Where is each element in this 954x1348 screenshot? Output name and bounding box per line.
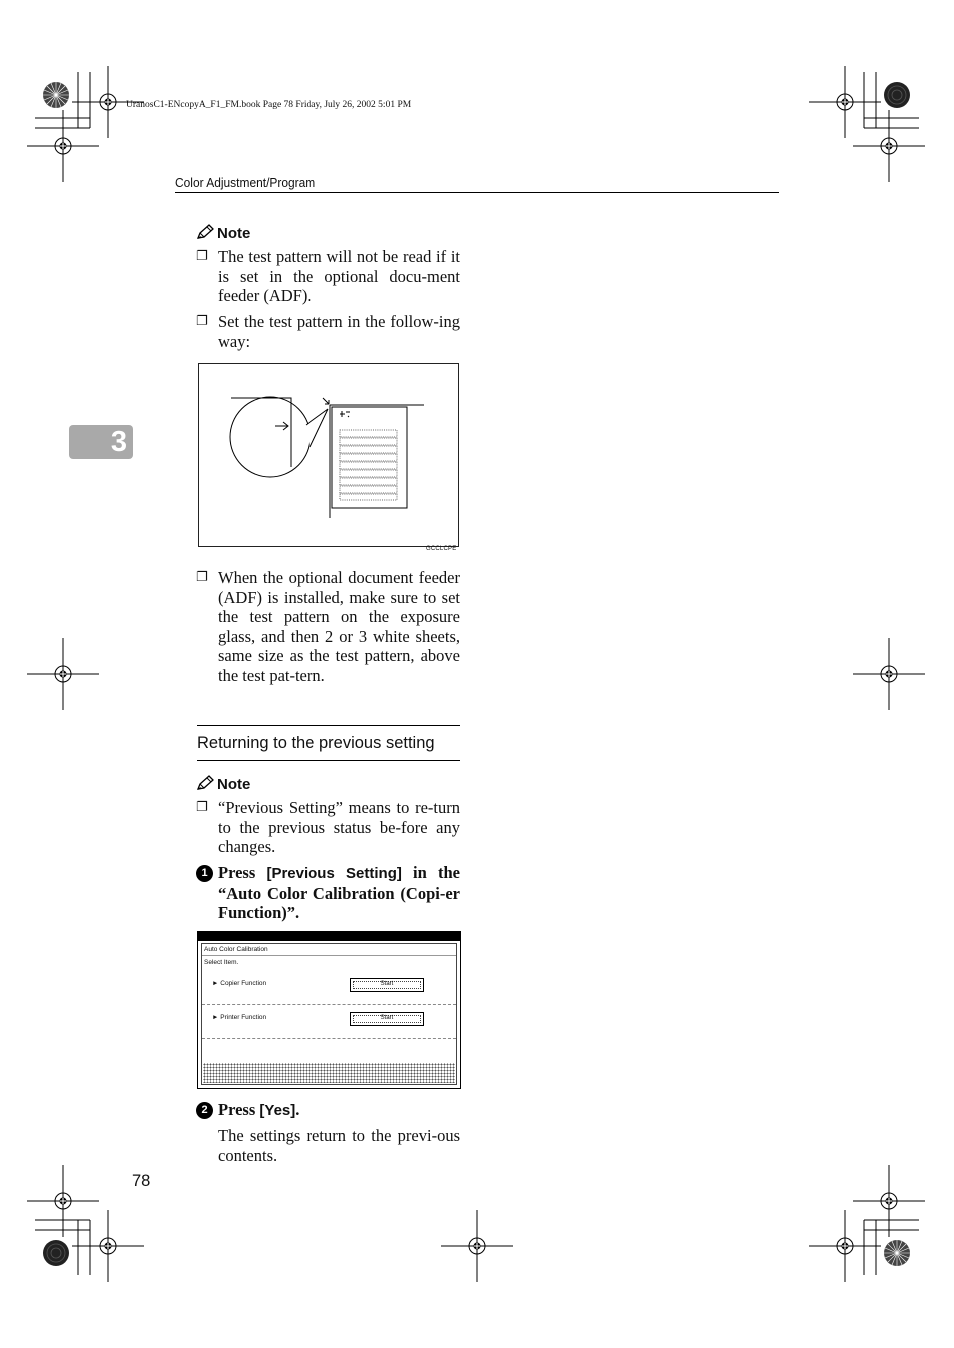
crosshair-registration-icon <box>809 66 881 138</box>
note-heading-label: Note <box>217 776 251 793</box>
copier-start-label: Start <box>380 981 394 987</box>
file-header: UranosC1-ENcopyA_F1_FM.book Page 78 Friday, July 26, 2002 5:01 PM <box>126 100 412 110</box>
printer-start-label: Start <box>380 1015 394 1021</box>
crosshair-registration-icon <box>809 1210 881 1282</box>
step-number: 2 <box>196 1102 213 1119</box>
printer-function-label: Printer Function <box>220 1014 267 1021</box>
chapter-number: 3 <box>110 426 127 458</box>
checkbox-bullet-icon: ❐ <box>196 249 208 264</box>
note-item-text: Set the test pattern in the follow-ing way: <box>218 312 460 351</box>
previous-setting-key: [Previous Setting] <box>266 865 402 882</box>
color-target-icon <box>884 1240 910 1266</box>
crosshair-registration-icon <box>27 638 99 710</box>
page-number: 78 <box>132 1172 151 1190</box>
checkbox-bullet-icon: ❐ <box>196 570 208 585</box>
step-result: The settings return to the previ-ous contents. <box>218 1126 460 1165</box>
crosshair-registration-icon <box>72 66 144 138</box>
color-target-icon <box>43 82 69 108</box>
crosshair-registration-icon <box>27 1165 99 1237</box>
step-suffix: in the “Auto Color Calibration (Copi-er Function)”. <box>218 863 460 923</box>
crosshair-registration-icon <box>441 1210 513 1282</box>
running-head: Color Adjustment/Program <box>175 175 316 190</box>
printer-function-row: ► Printer Function <box>212 1014 267 1021</box>
step-suffix: . <box>295 1100 300 1119</box>
checkbox-bullet-icon: ❐ <box>196 800 208 815</box>
step-prefix: Press <box>218 863 267 882</box>
note-heading-label: Note <box>217 225 251 242</box>
section-title-text: Returning to the previous setting <box>197 734 435 752</box>
step-number: 1 <box>196 865 213 882</box>
yes-key: [Yes] <box>259 1102 296 1119</box>
crosshair-registration-icon <box>853 638 925 710</box>
note-item-text: The test pattern will not be read if it is set in the optional docu-ment feeder (ADF). <box>218 247 460 306</box>
screen-prompt: Select Item. <box>204 959 239 966</box>
copier-function-label: Copier Function <box>220 980 267 987</box>
crosshair-registration-icon <box>72 1210 144 1282</box>
screen-title: Auto Color Calibration <box>204 946 268 953</box>
copier-function-row: ► Copier Function <box>212 980 267 987</box>
step-prefix: Press <box>218 1100 260 1119</box>
note-item-text: When the optional document feeder (ADF) is installed, make sure to set the test pattern on the exposure glass, and then 2 or 3 white sheets, same size as the test pattern, above the test pat-tern. <box>218 568 460 685</box>
figure-code: GCCLCPE <box>426 546 457 552</box>
color-target-icon <box>43 1240 69 1266</box>
crosshair-registration-icon <box>27 110 99 182</box>
note-item-text: “Previous Setting” means to re-turn to the previous status be-fore any changes. <box>218 798 460 857</box>
checkbox-bullet-icon: ❐ <box>196 314 208 329</box>
color-target-icon <box>884 82 910 108</box>
